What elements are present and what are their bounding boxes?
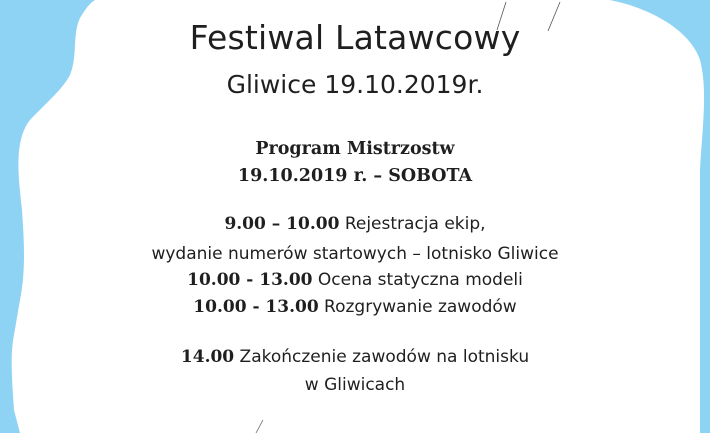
- program-time: 9.00 – 10.00: [224, 214, 340, 234]
- section-date: 19.10.2019 r. – SOBOTA: [237, 166, 473, 186]
- program-item: [0, 297, 710, 317]
- program-text: wydanie numerów startowych – lotnisko Gliwice: [151, 244, 559, 264]
- program-item: [0, 347, 710, 367]
- program-time: 10.00 - 13.00: [187, 270, 313, 290]
- program-text: Rozgrywanie zawodów: [318, 297, 517, 317]
- program-text: Rejestracja ekip,: [339, 214, 486, 234]
- program-time: 10.00 - 13.00: [193, 297, 319, 317]
- program-text: Zakończenie zawodów na lotnisku: [234, 347, 530, 367]
- program-time: 14.00: [180, 347, 235, 367]
- program-item: [0, 270, 710, 290]
- program-item: [0, 375, 710, 395]
- page-subtitle: Gliwice 19.10.2019r.: [226, 70, 484, 99]
- program-item: [0, 244, 710, 264]
- program-text: w Gliwicach: [304, 375, 406, 395]
- program-item: [0, 214, 710, 234]
- program-text: Ocena statyczna modeli: [312, 270, 523, 290]
- section-heading: Program Mistrzostw: [255, 139, 455, 159]
- page-title: Festiwal Latawcowy: [189, 18, 521, 57]
